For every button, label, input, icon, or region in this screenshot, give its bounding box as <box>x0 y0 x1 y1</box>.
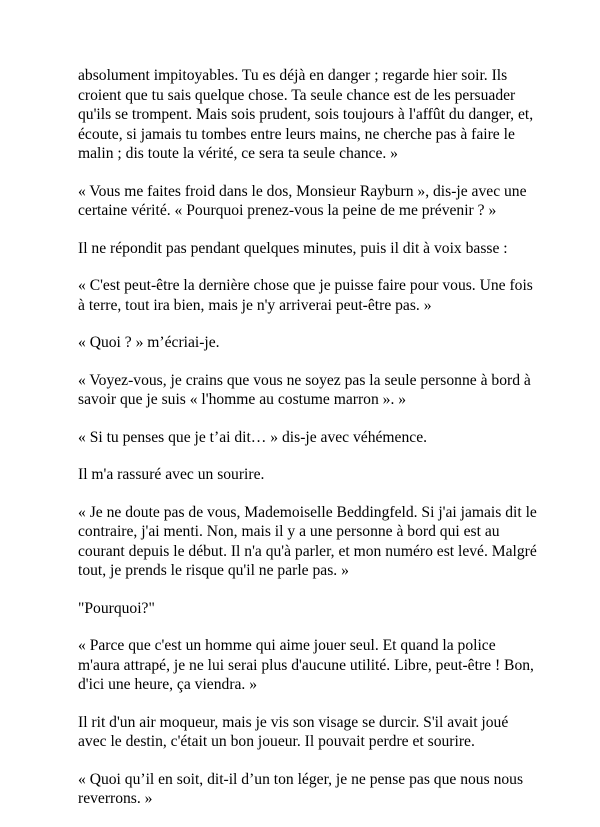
paragraph: « Quoi ? » m’écriai-je. <box>78 334 220 351</box>
paragraph: « Voyez-vous, je crains que vous ne soyez pas la seule personne à bord à savoir que je suis « l'homme au costume marron ». » <box>78 371 531 408</box>
paragraph: Il m'a rassuré avec un sourire. <box>78 466 265 483</box>
paragraph: « Vous me faites froid dans le dos, Monsieur Rayburn », dis-je avec une certaine vérité. « Pourquoi prenez-vous la peine de me prévenir ? » <box>78 182 527 219</box>
paragraph: Il ne répondit pas pendant quelques minutes, puis il dit à voix basse : <box>78 239 508 257</box>
paragraph: « C'est peut-être la dernière chose que je puisse faire pour vous. Une fois à terre, tout ira bien, mais je n'y arriverai peut-être pas. » <box>78 277 533 314</box>
document-page <box>78 66 538 827</box>
paragraph: absolument impitoyables. Tu es déjà en danger ; regarde hier soir. Ils croient que tu sais quelque chose. Ta seule chance est de les persuader qu'ils se trompent. Mais sois prudent, sois toujours à l'affût du danger, et, écoute, si jamais tu tombes entre leurs mains, ne cherche pas à faire le malin ; dis toute la vérité, ce sera ta seule chance. » <box>78 67 534 162</box>
paragraph: « Quoi qu’il en soit, dit-il d’un ton léger, je ne pense pas que nous nous reverrons. » <box>78 770 524 807</box>
paragraph: « Si tu penses que je t’ai dit… » dis-je avec véhémence. <box>78 428 428 446</box>
paragraph: « Je ne doute pas de vous, Mademoiselle Beddingfeld. Si j'ai jamais dit le contraire, j'ai menti. Non, mais il y a une personne à bord qui est au courant depuis le début. Il n'a qu'à parler, et mon numéro est levé. Malgré tout, je prends le risque qu'il ne parle pas. » <box>78 503 537 579</box>
paragraph: « Parce que c'est un homme qui aime jouer seul. Et quand la police m'aura attrapé, je ne lui serai plus d'aucune utilité. Libre, peut-être ! Bon, d'ici une heure, ça viendra. » <box>78 637 534 693</box>
paragraph: "Pourquoi?" <box>78 599 155 617</box>
paragraph: Il rit d'un air moqueur, mais je vis son visage se durcir. S'il avait joué avec le destin, c'était un bon joueur. Il pouvait perdre et sourire. <box>78 713 509 750</box>
